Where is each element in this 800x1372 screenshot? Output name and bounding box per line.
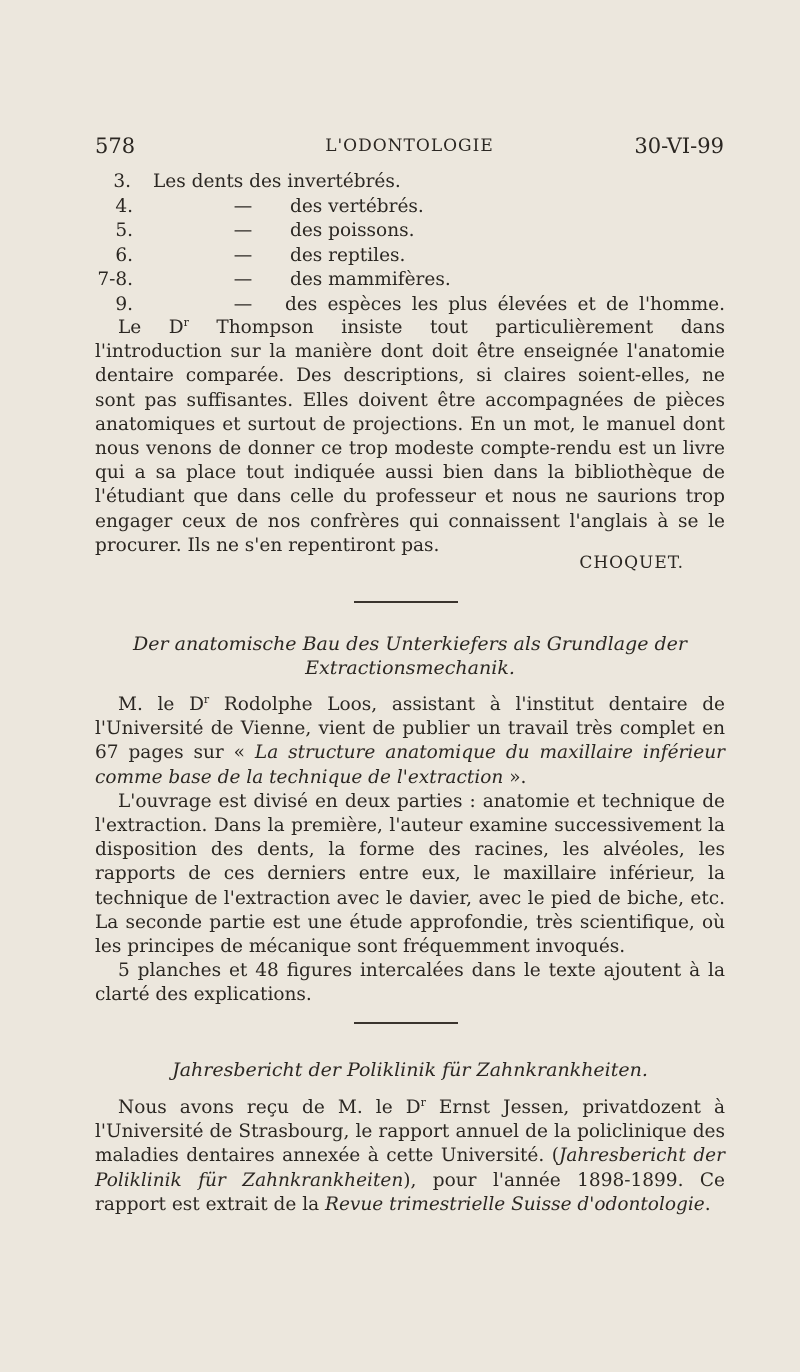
superscript: r xyxy=(203,693,210,706)
review-body xyxy=(95,1096,725,1217)
list-item xyxy=(95,244,725,269)
paragraph xyxy=(95,1096,725,1217)
ditto-dash: — xyxy=(233,244,253,266)
text-run: ». xyxy=(503,766,527,788)
ditto-dash: — xyxy=(233,220,253,241)
list-text: des vertébrés. xyxy=(290,195,424,217)
list-text: Les dents des invertébrés. xyxy=(153,171,401,192)
list-item xyxy=(95,268,725,293)
superscript: r xyxy=(420,1096,426,1109)
paragraph-text xyxy=(95,316,725,558)
list-text: des reptiles. xyxy=(290,244,406,266)
text-run: Nous avons reçu de M. le D xyxy=(118,1097,421,1118)
italic-title: Jahresbericht der Poliklinik für Zahnkrankheiten xyxy=(95,1145,725,1191)
list-text: des espèces les plus élevées et de l'homme. xyxy=(285,293,725,315)
issue-date: 30-VI-99 xyxy=(634,134,724,158)
list-item xyxy=(95,195,725,220)
text-run: Ernst Jessen, privatdozent à l'Université de Strasbourg, le rapport annuel de la policlinique des maladies dentaires annexée à cette Université. ( xyxy=(95,1097,725,1167)
ditto-dash: — xyxy=(233,293,253,315)
list-item xyxy=(95,293,725,318)
text-run: ), pour l'année 1898-1899. Ce rapport est extrait de la xyxy=(95,1169,726,1215)
italic-title: Revue trimestrielle Suisse d'odontologie xyxy=(325,1193,705,1215)
text-run: Rodolphe Loos, assistant à l'institut dentaire de l'Université de Vienne, vient de publier un travail très complet en 67 pages sur « xyxy=(95,694,725,764)
list-item xyxy=(95,219,725,244)
review-paragraph xyxy=(95,316,725,558)
section-title: Jahresbericht der Poliklinik für Zahnkrankheiten. xyxy=(172,1059,648,1081)
text-run: . xyxy=(704,1193,711,1215)
running-title: L'ODONTOLOGIE xyxy=(325,136,494,156)
paragraph xyxy=(95,693,725,790)
list-text: des poissons. xyxy=(290,220,415,241)
running-header xyxy=(95,134,724,164)
review-body xyxy=(95,693,725,1008)
list-number: 6. xyxy=(115,244,133,266)
text-run: M. le D xyxy=(118,694,204,715)
italic-title: La structure anatomique du maxillaire inférieur comme base de la technique de l'extraction xyxy=(95,742,725,788)
list-number: 3. xyxy=(113,171,131,192)
list-text: des mammifères. xyxy=(290,269,451,290)
paragraph: 5 planches et 48 figures intercalées dans le texte ajoutent à la clarté des explications. xyxy=(95,960,725,1006)
text-run: Le D xyxy=(118,317,184,338)
section-divider xyxy=(354,601,458,603)
paragraph: L'ouvrage est divisé en deux parties : anatomie et technique de l'extraction. Dans la première, l'auteur examine successivement la disposition des dents, la forme des racines, les alvéoles, les rapports de ces derniers entre eux, le maxillaire inférieur, la technique de l'extraction avec le davier, avec le pied de biche, etc. La seconde partie est une étude approfondie, très scientifique, où les principes de mécanique sont fréquemment invoqués. xyxy=(95,790,725,958)
author-signature: CHOQUET. xyxy=(579,553,684,573)
list-number: 7-8. xyxy=(97,269,133,290)
chapter-list xyxy=(95,170,725,317)
section-divider xyxy=(354,1022,458,1024)
ditto-dash: — xyxy=(233,269,253,290)
superscript: r xyxy=(183,316,189,329)
list-number: 4. xyxy=(115,195,133,217)
list-item xyxy=(95,170,725,195)
list-number: 9. xyxy=(115,293,133,315)
page-number: 578 xyxy=(95,134,136,158)
text-run: Thompson insiste tout particulièrement dans l'introduction sur la manière dont doit être enseignée l'anatomie dentaire comparée. Des descriptions, si claires soient-elles, ne sont pas suffisantes. Elles doivent être accompagnées de pièces anatomiques et surtout de projections. En un mot, le manuel dont nous venons de donner ce trop modeste compte-rendu est un livre qui a sa place tout indiquée aussi bien dans la bibliothèque de l'étudiant que dans celle du professeur et nous ne saurions trop engager ceux de nos confrères qui connaissent l'anglais à se le procurer. Ils ne s'en repentiront pas. xyxy=(95,317,725,556)
ditto-dash: — xyxy=(233,195,253,217)
section-title: Der anatomische Bau des Unterkiefers als Grundlage der Extractionsmechanik. xyxy=(133,633,687,679)
list-number: 5. xyxy=(115,220,133,241)
